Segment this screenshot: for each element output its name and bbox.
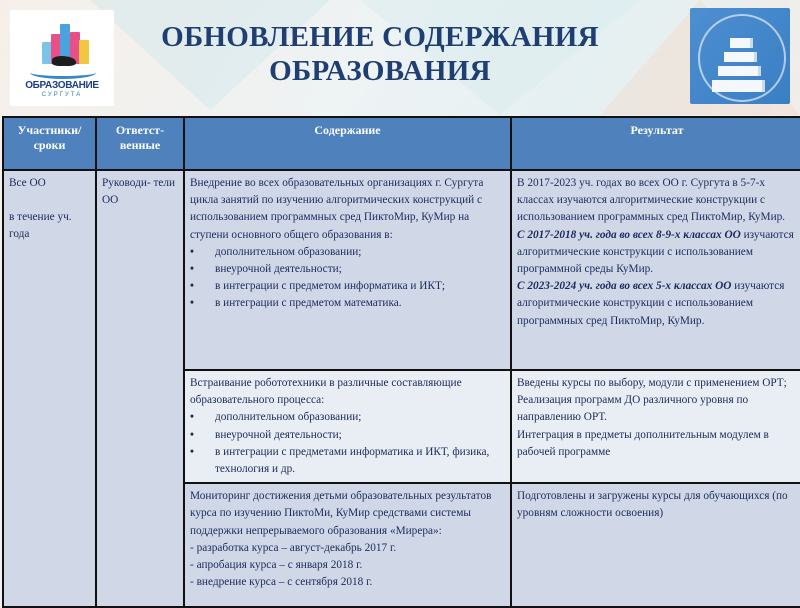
result-cell [511,170,800,370]
content-cell [184,483,511,607]
education-surgut-logo [10,10,114,106]
content-intro: Встраивание робототехники в различные составляющие образовательного процесса: [190,377,462,407]
result-text: изучаются алгоритмические конструкции с использованием программной среды КуМир. [517,228,794,276]
content-intro: Мониторинг достижения детьми образовательных результатов курса по изучению ПиктоМи, КуМир средствами системы поддержки непрерываемого образования «Мирера»: [190,490,492,537]
list-item: • в интеграции с предметом математика. [190,297,402,310]
result-text: Реализация программ ДО различного уровня по направлению ОРТ. [517,394,749,424]
column-header-result: Результат [511,117,800,170]
list-item: • внеурочной деятельности; [190,428,342,441]
content-intro: Внедрение во всех образовательных организациях г. Сургута цикла занятий по изучению алгоритмических конструкций с использованием программных сред ПиктоМир, КуМир на ступени основного общего образования в: [190,177,484,241]
content-cell [184,170,511,370]
horse-icon [52,56,76,66]
participants-cell [3,170,96,607]
page-title [130,20,630,88]
table-row [3,170,800,370]
result-text: Введены курсы по выбору, модули с применением ОРТ; [517,377,787,389]
result-text: В 2017-2023 уч. годах во всех ОО г. Сургута в 5-7-х классах изучаются алгоритмические конструкции с использованием программных сред ПиктоМир, КуМир. [517,177,786,224]
list-item: • внеурочной деятельности; [190,263,342,276]
result-text: Интеграция в предметы дополнительным модулем в рабочей программе [517,428,769,458]
column-header-content: Содержание [184,117,511,170]
result-cell [511,370,800,483]
result-cell [511,483,800,607]
list-item: - разработка курса – август-декабрь 2017 г. [190,541,397,554]
column-header-responsible: Ответст- венные [96,117,184,170]
column-header-participants: Участники/ сроки [3,117,96,170]
table-header-row [3,117,800,170]
list-item: - апробация курса – с января 2018 г. [190,559,363,572]
list-item: • дополнительном образовании; [190,245,362,258]
result-highlight: С 2017-2018 уч. года во всех 8-9-х классах ОО [517,228,741,241]
content-table [2,116,800,608]
page-title-line1: ОБНОВЛЕНИЕ СОДЕРЖАНИЯ [161,21,599,53]
list-item: • в интеграции с предметами информатика и ИКТ, физика, технология и др. [190,445,490,476]
logo-text-city: СУРГУТА [41,92,83,98]
methodical-center-logo [690,8,790,104]
content-cell [184,370,511,483]
open-book-icon [30,66,96,79]
result-highlight: С 2023-2024 уч. года во всех 5-х классах ОО [517,280,732,293]
logo-text-main: ОБРАЗОВАНИЕ [25,80,99,91]
list-item: • дополнительном образовании; [190,411,362,424]
result-text: Подготовлены и загружены курсы для обучающихся (по уровням сложности освоения) [517,490,788,520]
participants-who: Все ОО [9,177,46,189]
participants-when: в течение уч. года [9,211,72,241]
list-item: - внедрение курса – с сентября 2018 г. [190,576,373,589]
responsible-cell: Руководи- тели ОО [96,170,184,607]
list-item: • в интеграции с предметом информатика и ИКТ; [190,280,446,293]
result-text: изучаются алгоритмические конструкции с использованием программных сред ПиктоМир, КуМир. [517,280,785,327]
page-title-line2: ОБРАЗОВАНИЯ [269,55,491,87]
